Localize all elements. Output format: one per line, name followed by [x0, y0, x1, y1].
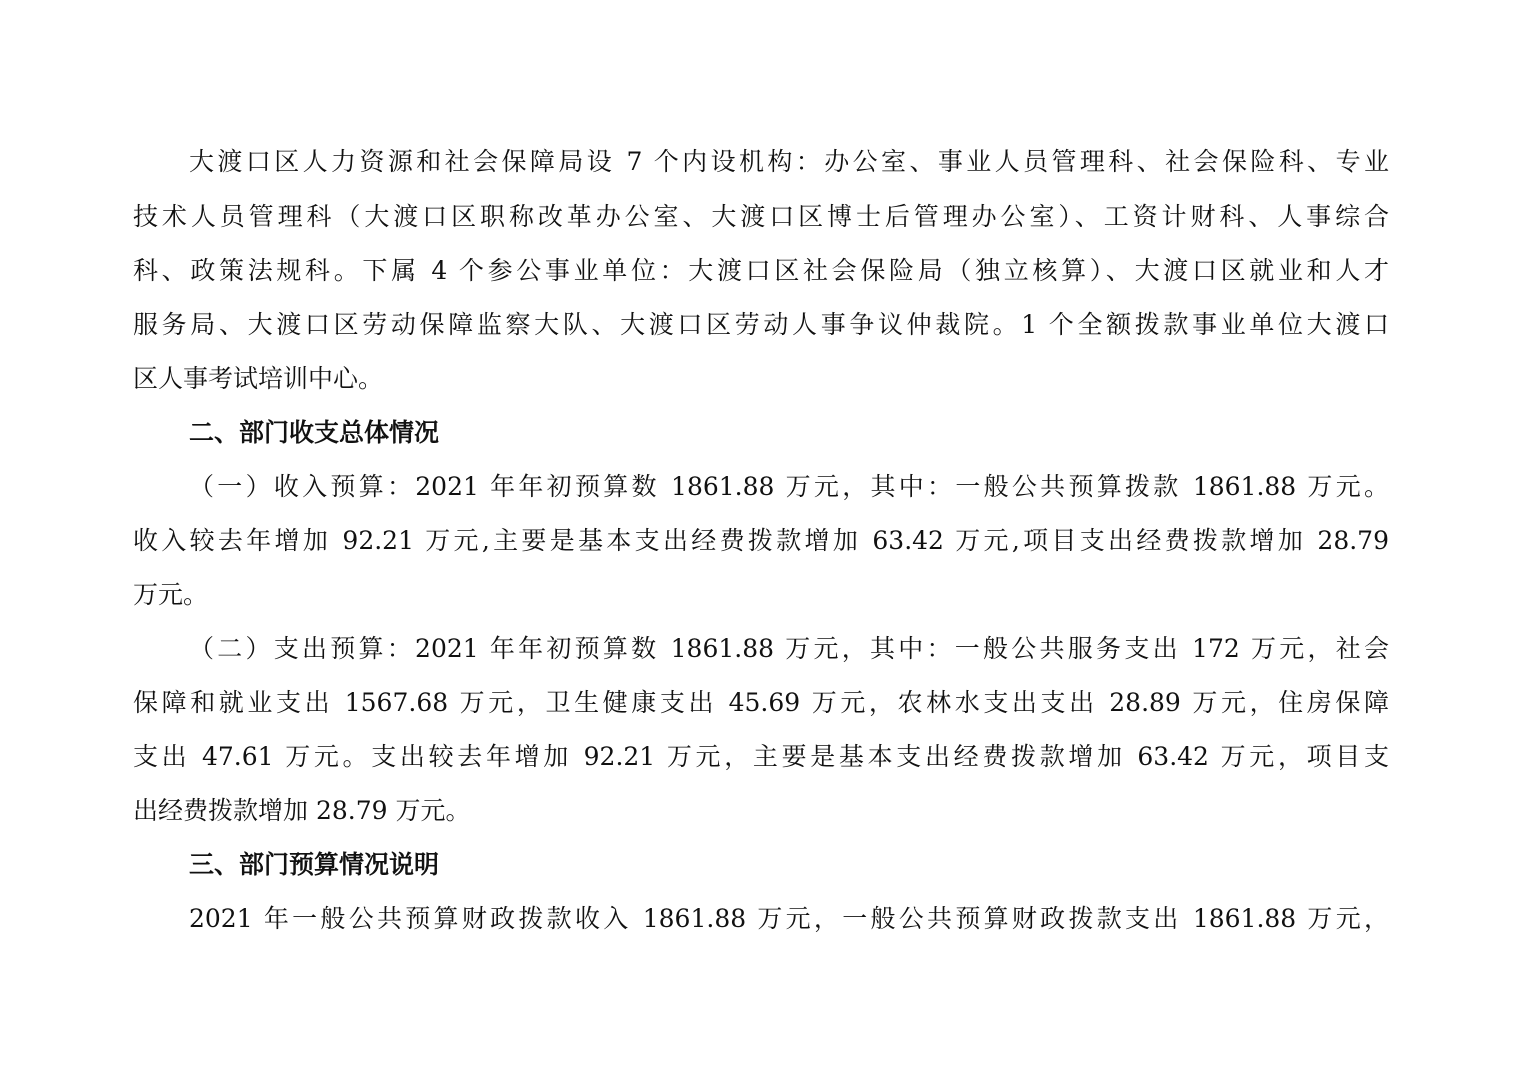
- paragraph-institutions-line-5: 区人事考试培训中心。: [133, 364, 384, 393]
- paragraph-expense-line-1: （二）支出预算：2021 年年初预算数 1861.88 万元，其中：一般公共服务支出 172 万元，社会: [189, 634, 1389, 663]
- paragraph-institutions-line-3: 科、政策法规科。下属 4 个参公事业单位：大渡口区社会保险局（独立核算）、大渡口区就业和人才: [133, 256, 1389, 285]
- paragraph-expense-line-3: 支出 47.61 万元。支出较去年增加 92.21 万元，主要是基本支出经费拨款增加 63.42 万元，项目支: [133, 742, 1389, 771]
- paragraph-income-line-1: （一）收入预算：2021 年年初预算数 1861.88 万元，其中：一般公共预算拨款 1861.88 万元。: [189, 472, 1389, 501]
- paragraph-expense-line-2: 保障和就业支出 1567.68 万元，卫生健康支出 45.69 万元，农林水支出支出 28.89 万元，住房保障: [133, 688, 1389, 717]
- paragraph-income-line-2: 收入较去年增加 92.21 万元,主要是基本支出经费拨款增加 63.42 万元,项目支出经费拨款增加 28.79: [133, 526, 1389, 555]
- paragraph-budget-line-1: 2021 年一般公共预算财政拨款收入 1861.88 万元，一般公共预算财政拨款支出 1861.88 万元，: [189, 904, 1389, 933]
- paragraph-expense-line-4: 出经费拨款增加 28.79 万元。: [133, 796, 471, 825]
- paragraph-institutions-line-2: 技术人员管理科（大渡口区职称改革办公室、大渡口区博士后管理办公室）、工资计财科、人事综合: [133, 202, 1389, 231]
- paragraph-income-line-3: 万元。: [133, 580, 209, 609]
- section-heading-3: 三、部门预算情况说明: [189, 850, 440, 879]
- section-heading-2: 二、部门收支总体情况: [189, 418, 440, 447]
- paragraph-institutions-line-4: 服务局、大渡口区劳动保障监察大队、大渡口区劳动人事争议仲裁院。1 个全额拨款事业单位大渡口: [133, 310, 1389, 339]
- paragraph-institutions-line-1: 大渡口区人力资源和社会保障局设 7 个内设机构：办公室、事业人员管理科、社会保险科、专业: [189, 147, 1389, 176]
